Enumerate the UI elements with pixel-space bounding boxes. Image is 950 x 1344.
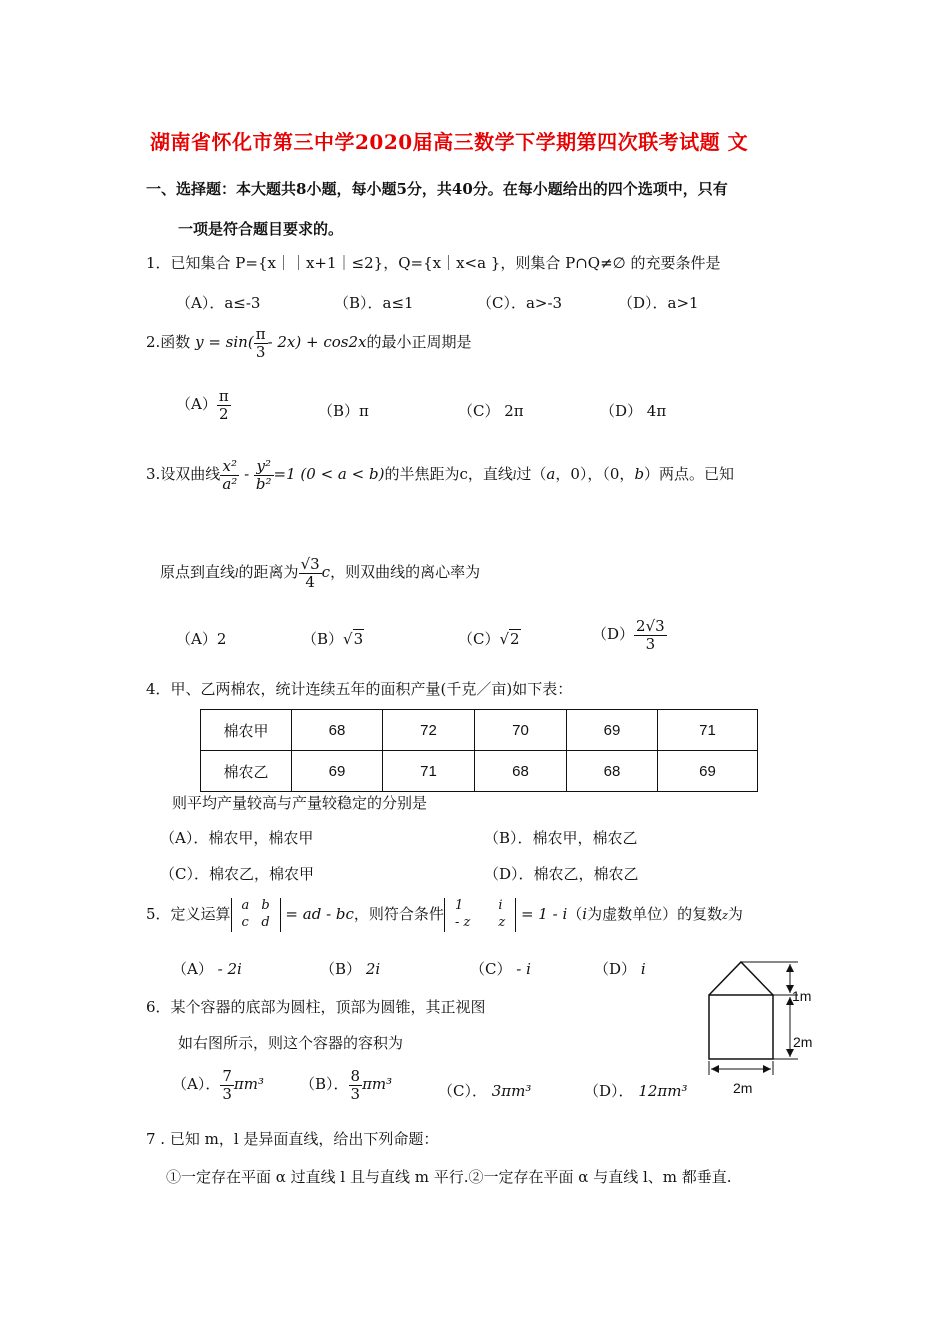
q2-option-a <box>176 388 231 422</box>
question-7-items: ①一定存在平面 α 过直线 l 且与直线 m 平行.②一定存在平面 α 与直线 l、m 都垂直. <box>166 1168 732 1186</box>
q5-determinant-1 <box>231 898 281 932</box>
q3-x2: x² <box>220 458 239 476</box>
q5-c-label: （C） <box>470 960 512 978</box>
q6-b-den: 3 <box>350 1084 361 1103</box>
q5-post1: （ <box>567 904 583 923</box>
q3-minus: - <box>244 465 250 483</box>
det-cell: - z <box>454 914 471 930</box>
det-cell: a <box>241 898 250 913</box>
q3-option-d <box>592 618 667 652</box>
table-cell: 68 <box>292 710 383 751</box>
q3-sqrt3: √3 <box>300 555 320 573</box>
q5-b-val: 2i <box>365 960 381 978</box>
q1-option-b: （B）．a≤1 <box>334 294 414 312</box>
q3-d-num: 2√3 <box>636 617 665 635</box>
q6-option-a <box>172 1068 264 1102</box>
cylinder-outline <box>709 995 773 1059</box>
q3-pts: ，0），（0， <box>555 465 635 483</box>
det-cell: i <box>498 898 503 913</box>
q4-after-table: 则平均产量较高与产量较稳定的分别是 <box>172 794 428 812</box>
q5-def: = ad - bc <box>285 904 354 923</box>
arrow-up-icon <box>786 964 794 972</box>
q3-b: b <box>634 465 645 483</box>
q1-option-a: （A）．a≤-3 <box>176 294 261 312</box>
q6-a-frac <box>220 1068 234 1102</box>
table-cell: 72 <box>383 710 475 751</box>
q2-option-d: （D） 4π <box>600 402 667 420</box>
q3-b-val: 3 <box>353 630 364 648</box>
q6-c-label: （C）． <box>438 1082 487 1100</box>
q3-line2-l: l <box>235 567 239 580</box>
q3-y2: y² <box>254 458 274 476</box>
q1-option-d: （D）．a>1 <box>618 294 699 312</box>
q5-determinant-2 <box>444 898 516 932</box>
question-2-stem <box>146 326 472 360</box>
q3-d-frac <box>634 618 667 652</box>
arrow-right-icon <box>763 1065 771 1073</box>
q6-b-num: 8 <box>350 1067 361 1085</box>
section-header-line1: 一、选择题：本大题共8小题，每小题5分，共40分。在每小题给出的四个选项中，只有 <box>146 180 728 198</box>
q6-c-val: 3πm³ <box>491 1082 532 1100</box>
table-cell: 68 <box>567 751 658 792</box>
table-cell: 69 <box>292 751 383 792</box>
q4-option-c: （C）．棉农乙，棉农甲 <box>160 865 314 883</box>
q3-b-label: （B） <box>302 630 344 648</box>
q3-frac-y <box>254 458 274 492</box>
q1-option-c: （C）．a>-3 <box>477 294 563 312</box>
q3-c: c <box>321 563 331 581</box>
q6-option-d <box>584 1080 688 1101</box>
q3-end: ）两点。已知 <box>644 465 735 483</box>
q2-pi-over-3 <box>254 326 268 360</box>
q3-line2-post: ，则双曲线的离心率为 <box>330 563 481 581</box>
q5-d-val: i <box>640 960 646 978</box>
q2-a-label: （A） <box>176 395 217 413</box>
q5-a-val: - 2i <box>217 960 242 978</box>
arrow-left-icon <box>711 1065 719 1073</box>
fig-label-1m: 1m <box>792 988 812 1004</box>
q2-a-num: π <box>218 387 229 405</box>
q4-option-a: （A）．棉农甲，棉农甲 <box>160 829 314 847</box>
q2-suffix: 的最小正周期是 <box>366 333 472 351</box>
q3-option-c: （C）√2 <box>458 630 520 648</box>
table-cell: 69 <box>658 751 758 792</box>
table-cell: 棉农乙 <box>201 751 292 792</box>
q3-c-label: （C） <box>458 630 500 648</box>
q6-d-label: （D）． <box>584 1082 634 1100</box>
question-5-stem <box>146 898 743 932</box>
q5-z: z <box>722 908 728 922</box>
q2-option-c: （C） 2π <box>458 402 524 420</box>
q3-line2-mid: 的距离为 <box>238 563 299 581</box>
q3-four: 4 <box>305 572 315 591</box>
det-cell: b <box>261 898 270 913</box>
q3-option-b: （B）√3 <box>302 630 364 648</box>
q2-func-y: y = sin( <box>195 333 254 351</box>
q3-dist-frac <box>299 556 322 590</box>
det-cell: 1 <box>454 898 464 913</box>
table-row <box>201 751 758 792</box>
q3-l: l <box>512 469 517 482</box>
q6-b-unit: πm³ <box>362 1075 393 1093</box>
fig-label-2m-height: 2m <box>793 1034 813 1050</box>
table-cell: 棉农甲 <box>201 710 292 751</box>
q6-a-unit: πm³ <box>233 1075 264 1093</box>
q2-func-rest: - 2x) + cos2x <box>267 333 367 351</box>
page-title: 湖南省怀化市第三中学2020届高三数学下学期第四次联考试题 文 <box>150 130 749 154</box>
q3-mid: 的半焦距为c，直线 <box>384 465 513 483</box>
q3-option-a: （A）2 <box>176 630 227 648</box>
section-header-line2: 一项是符合题目要求的。 <box>178 220 344 238</box>
q2-a-frac <box>217 388 231 422</box>
q4-option-b: （B）．棉农甲，棉农乙 <box>484 829 638 847</box>
q5-option-a <box>172 958 242 979</box>
question-6-line1: 6．某个容器的底部为圆柱，顶部为圆锥，其正视图 <box>146 998 486 1016</box>
question-4-stem: 4．甲、乙两棉农，统计连续五年的面积产量(千克／亩)如下表： <box>146 680 573 698</box>
q5-prefix: 5．定义运算 <box>146 904 231 923</box>
q2-option-b: （B）π <box>318 402 369 420</box>
q6-d-val: 12πm³ <box>638 1082 688 1100</box>
question-3-stem <box>146 458 734 492</box>
q5-option-c <box>470 958 531 979</box>
q2-frac-num: π <box>255 325 266 343</box>
table-cell: 71 <box>383 751 475 792</box>
q3-c-val: 2 <box>510 630 520 648</box>
q3-a2: a² <box>222 474 238 493</box>
table-cell: 69 <box>567 710 658 751</box>
det-cell: c <box>241 914 249 930</box>
q5-post3: 为 <box>727 904 743 923</box>
q5-mid: ，则符合条件 <box>353 904 444 923</box>
q2-prefix: 2.函数 <box>146 333 191 351</box>
yield-table <box>200 709 758 792</box>
table-cell: 71 <box>658 710 758 751</box>
q5-option-b <box>320 958 380 979</box>
q6-a-num: 7 <box>222 1067 232 1085</box>
table-row <box>201 710 758 751</box>
q3-equation: =1 (0 < a < b) <box>273 465 385 483</box>
table-cell: 70 <box>475 710 567 751</box>
q3-d-label: （D） <box>592 625 635 643</box>
det-cell: z <box>498 914 506 930</box>
q6-b-label: （B）． <box>300 1075 349 1093</box>
q6-option-b <box>300 1068 392 1102</box>
q5-eq: = 1 - i <box>520 904 568 923</box>
cone-outline <box>709 962 773 995</box>
q5-option-d <box>594 958 646 979</box>
q5-post2: 为虚数单位）的复数 <box>587 904 723 923</box>
q3-b2: b² <box>255 474 272 493</box>
arrow-down-icon <box>786 1049 794 1057</box>
question-1-stem: 1．已知集合 P={x｜｜x+1｜≤2}，Q={x｜x<a }，则集合 P∩Q≠∅ 的充要条件是 <box>146 254 721 272</box>
q2-a-den: 2 <box>219 404 229 423</box>
question-6-line2: 如右图所示，则这个容器的容积为 <box>178 1034 404 1052</box>
q5-b-label: （B） <box>320 960 362 978</box>
q3-line2-pre: 原点到直线 <box>160 563 236 581</box>
q5-d-label: （D） <box>594 960 637 978</box>
q4-option-d: （D）．棉农乙，棉农乙 <box>484 865 639 883</box>
q3-prefix: 3.设双曲线 <box>146 465 221 483</box>
q6-a-den: 3 <box>222 1084 232 1103</box>
q3-line2 <box>160 556 480 590</box>
q6-b-frac <box>349 1068 363 1102</box>
question-7-stem: 7 . 已知 m，l 是异面直线，给出下列命题： <box>146 1130 439 1148</box>
q2-frac-den: 3 <box>255 342 266 361</box>
q6-a-label: （A）． <box>172 1075 221 1093</box>
det-cell: d <box>261 914 270 930</box>
q5-a-label: （A） <box>172 960 213 978</box>
q3-frac-x <box>220 458 239 492</box>
container-front-view-figure <box>700 955 830 1100</box>
fig-label-2m-width: 2m <box>733 1080 753 1096</box>
table-cell: 68 <box>475 751 567 792</box>
q5-c-val: - i <box>516 960 531 978</box>
q3-a: a <box>546 465 556 483</box>
q3-d-den: 3 <box>645 634 656 653</box>
q3-pass: 过（ <box>516 465 547 483</box>
q6-option-c <box>438 1080 531 1101</box>
q5-i: i <box>582 904 588 923</box>
